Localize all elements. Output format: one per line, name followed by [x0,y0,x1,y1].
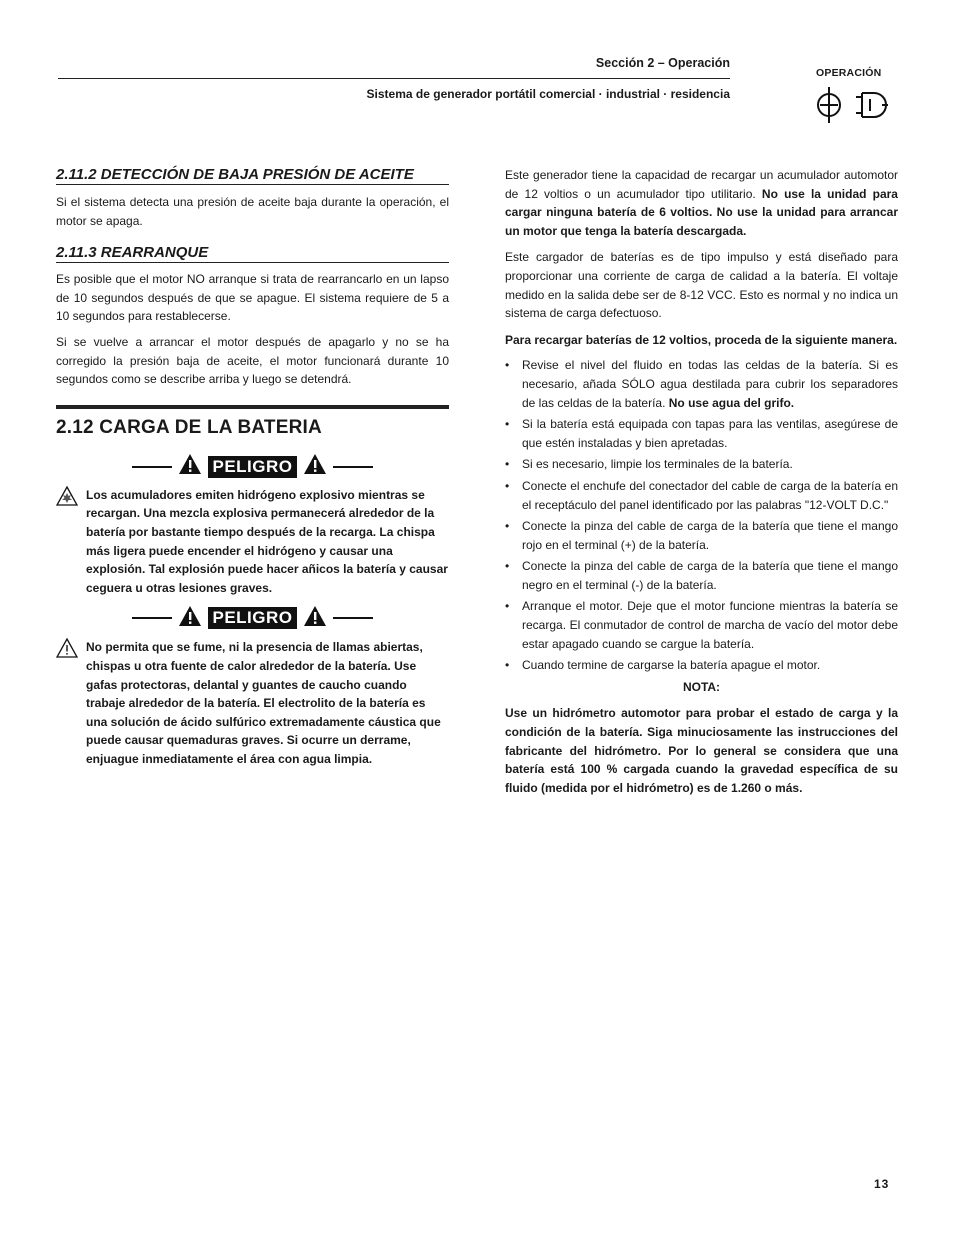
list-item [505,455,898,474]
procedure-list [505,356,898,675]
header-rule [58,78,730,79]
header-system-subtitle: Sistema de generador portátil comercial · industrial · residencia [366,87,730,101]
text-plain: Revise el nivel del fluido en todas las celdas de la batería. Si es necesario, añada SÓLO agua destilada para cubrir los separadores de las celdas de la batería. [522,358,898,410]
banner-line [132,617,172,619]
heading-2-11-3: 2.11.3 REARRANQUE [56,244,449,263]
bullet: • [505,478,510,493]
bullet: • [505,358,510,373]
warning-triangle-icon [303,453,327,480]
warning-block-acid [56,638,449,768]
list-item-text: Si la batería está equipada con tapas para las ventilas, asegúrese de que estén instaladas y bien apretadas. [522,417,898,450]
bullet: • [505,519,510,534]
list-item [505,597,898,653]
section-rule [56,405,449,409]
paragraph-charge-capability [505,166,898,240]
bullet: • [505,599,510,614]
list-item [505,477,898,514]
banner-line [333,466,373,468]
left-column [56,166,449,768]
text-plain: Este generador tiene la capacidad de recargar un acumulador automotor de 12 voltios o un acumulador tipo utilitario. [505,168,898,201]
warning-block-explosion [56,486,449,598]
bullet: • [505,457,510,472]
list-item-text: Conecte la pinza del cable de carga de la batería que tiene el mango rojo en el terminal (+) de la batería. [522,519,898,552]
section-title: 2.12 CARGA DE LA BATERIA [56,416,322,438]
list-item-text: Cuando termine de cargarse la batería apague el motor. [522,658,821,673]
explosion-hazard-icon [56,486,78,511]
banner-line [132,466,172,468]
list-item [505,517,898,554]
danger-banner-2 [56,605,449,631]
danger-label: PELIGRO [208,607,296,629]
text-bold: No use la unidad para cargar ninguna batería de 6 voltios. No use la unidad para arrancar un motor que tenga la batería descargada. [505,186,898,238]
danger-label: PELIGRO [208,456,296,478]
note-label: NOTA: [682,679,721,694]
page-number: 13 [874,1177,890,1191]
bullet: • [505,658,510,673]
warning-text-acid: No permita que se fume, ni la presencia de llamas abiertas, chispas u otra fuente de calor alrededor de la batería. Use gafas protectoras, delantal y guantes de caucho cuando trabaje alrededor de la batería. El electrolito de la batería es una solución de ácido sulfúrico extremadamente cáustica que puede causar quemaduras graves. Si ocurre un derrame, enjuague inmediatamente el área con agua limpia. [86,640,441,766]
list-item-text: Si es necesario, limpie los terminales de la batería. [522,457,793,472]
warning-triangle-icon [303,605,327,632]
list-item [505,356,898,412]
plug-socket-icon [812,85,890,129]
paragraph-charger-type: Este cargador de baterías es de tipo impulso y está diseñado para proporcionar una corriente de carga de calidad a la batería. El voltaje medido en la salida debe ser de 8-12 VCC. Esto es normal y no indica un sistema de carga defectuoso. [505,250,898,321]
warning-triangle-icon [178,605,202,632]
note-text: Use un hidrómetro automotor para probar el estado de carga y la condición de la batería. Siga minuciosamente las instrucciones del fabricante del hidrómetro. Por lo general se considera que una batería está 100 % cargada cuando la gravedad específica de su fluido (medida por el hidrómetro) es de 1.260 o más. [505,706,898,795]
paragraph-restart-2: Si se vuelve a arrancar el motor después de apagarlo y no se ha corregido la presión baja de aceite, el motor funcionará durante 10 segundos como se describe arriba y luego se detendrá. [56,334,449,387]
warning-outline-icon [56,638,78,663]
paragraph-procedure-intro: Para recargar baterías de 12 voltios, proceda de la siguiente manera. [505,332,898,347]
paragraph-low-oil-pressure: Si el sistema detecta una presión de aceite baja durante la operación, el motor se apaga. [56,195,449,228]
warning-triangle-icon [178,453,202,480]
list-item [505,415,898,452]
list-item-text: Arranque el motor. Deje que el motor funcione mientras la batería se recarga. El conmutador de control de marcha de vacío del motor debe estar apagado cuando se cargue la batería. [522,599,898,651]
list-item-text: Conecte la pinza del cable de carga de la batería que tiene el mango negro en el terminal (-) de la batería. [522,559,898,592]
banner-line [333,617,373,619]
bullet: • [505,559,510,574]
paragraph-restart-1: Es posible que el motor NO arranque si trata de rearrancarlo en un lapso de 10 segundos después de que se apague. El sistema requiere de 5 a 10 segundos para restablecerse. [56,272,449,324]
bullet: • [505,417,510,432]
text-bold: No use agua del grifo. [668,395,795,410]
heading-2-11-2: 2.11.2 DETECCIÓN DE BAJA PRESIÓN DE ACEITE [56,166,449,185]
list-item [505,656,898,675]
danger-banner-1 [56,454,449,480]
header-operation-label: OPERACIÓN [816,67,882,79]
list-item-text: Conecte el enchufe del conectador del cable de carga de la batería en el receptáculo del panel identificado por las palabras "12-VOLT D.C." [522,478,898,512]
list-item [505,557,898,594]
warning-text-explosion: Los acumuladores emiten hidrógeno explosivo mientras se recargan. Una mezcla explosiva permanecerá alrededor de la batería por bastante tiempo después de la recarga. La chispa más ligera puede encender el hidrógeno y causar una explosión. Tal explosión puede hacer añicos la batería y causar ceguera u otras lesiones graves. [86,487,448,595]
right-column [505,166,898,797]
header-section-title: Sección 2 – Operación [595,56,730,70]
